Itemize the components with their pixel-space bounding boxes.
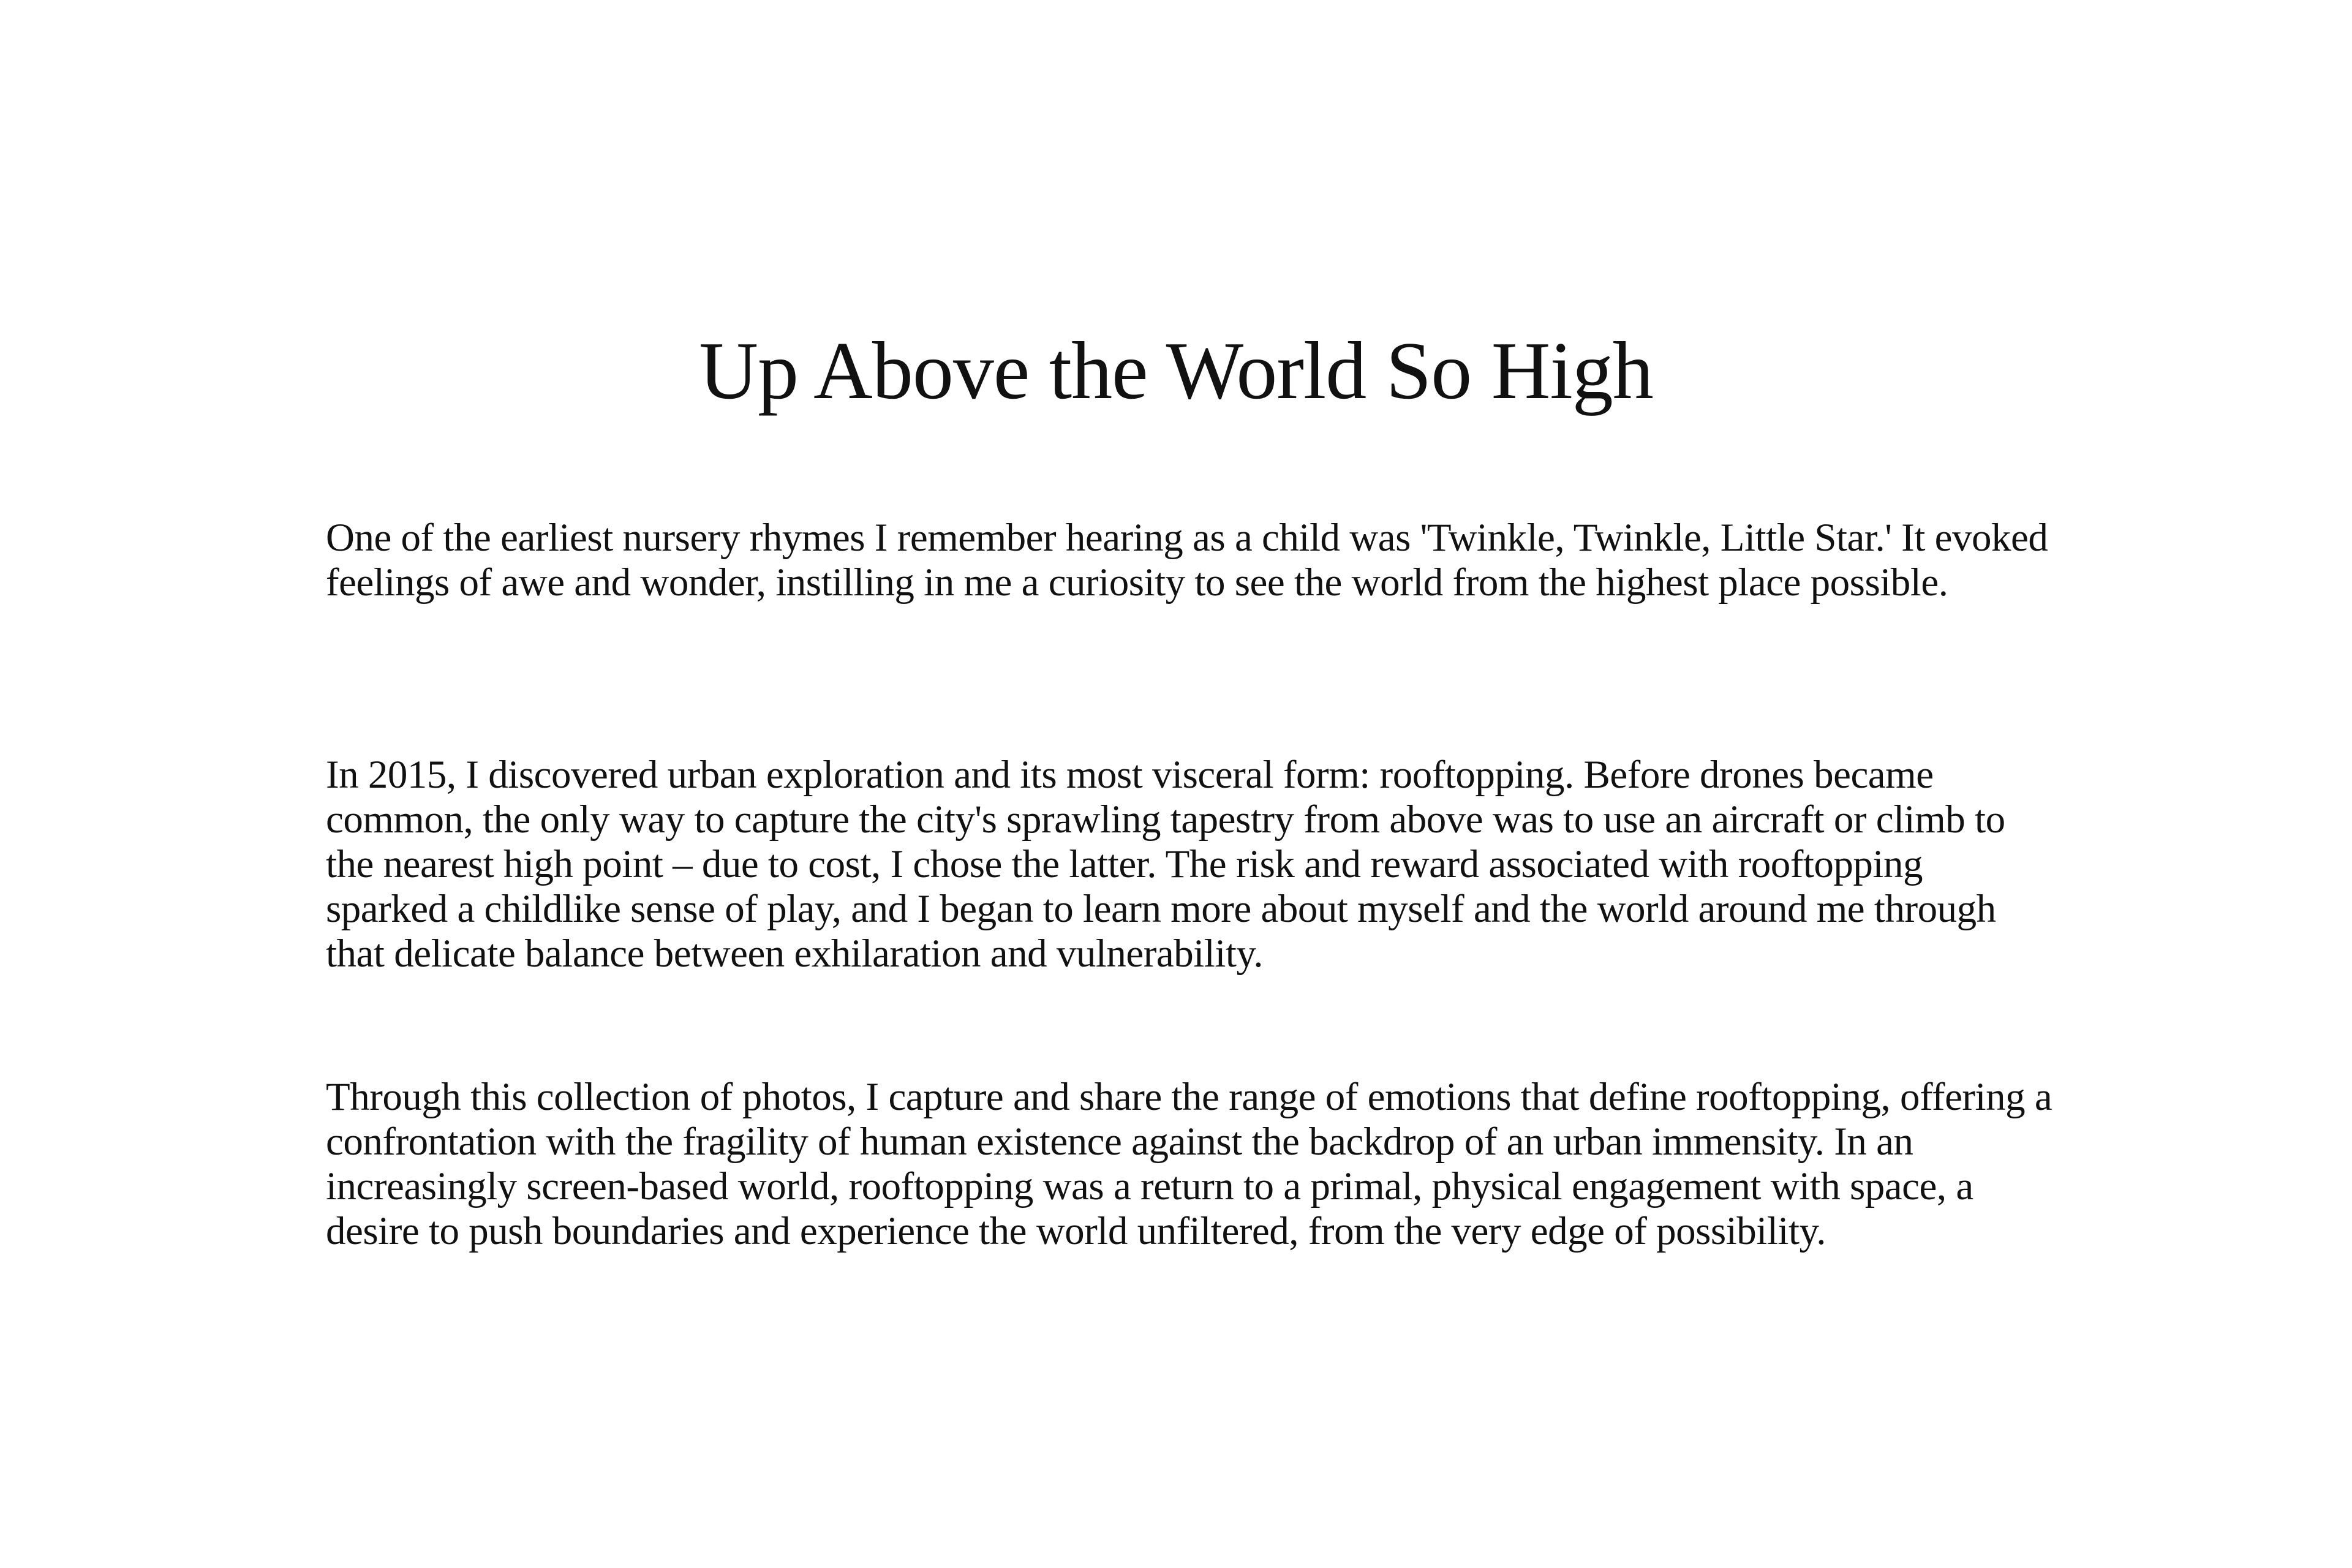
paragraph-intro: One of the earliest nursery rhymes I remember hearing as a child was 'Twinkle, Twinkle, Little Star.' It evoked feelings of awe and wonder, instilling in me a curiosity to see the world from the highest place possible. — [326, 516, 2048, 605]
page-title: Up Above the World So High — [699, 325, 1653, 416]
paragraph-collection: Through this collection of photos, I capture and share the range of emotions that define rooftopping, offering a confrontation with the fragility of human existence against the backdrop of an urban immensity. In an increasingly screen-based world, rooftopping was a return to a primal, physical engagement with space, a desire to push boundaries and experience the world unfiltered, from the very edge of possibility. — [326, 1075, 2052, 1253]
paragraph-rooftopping-discovery: In 2015, I discovered urban exploration and its most visceral form: rooftopping. Before drones became common, the only way to capture the city's sprawling tapestry from above was to use an aircraft or climb to the nearest high point – due to cost, I chose the latter. The risk and reward associated with rooftopping sparked a childlike sense of play, and I began to learn more about myself and the world around me through that delicate balance between exhilaration and vulnerability. — [326, 753, 2005, 976]
